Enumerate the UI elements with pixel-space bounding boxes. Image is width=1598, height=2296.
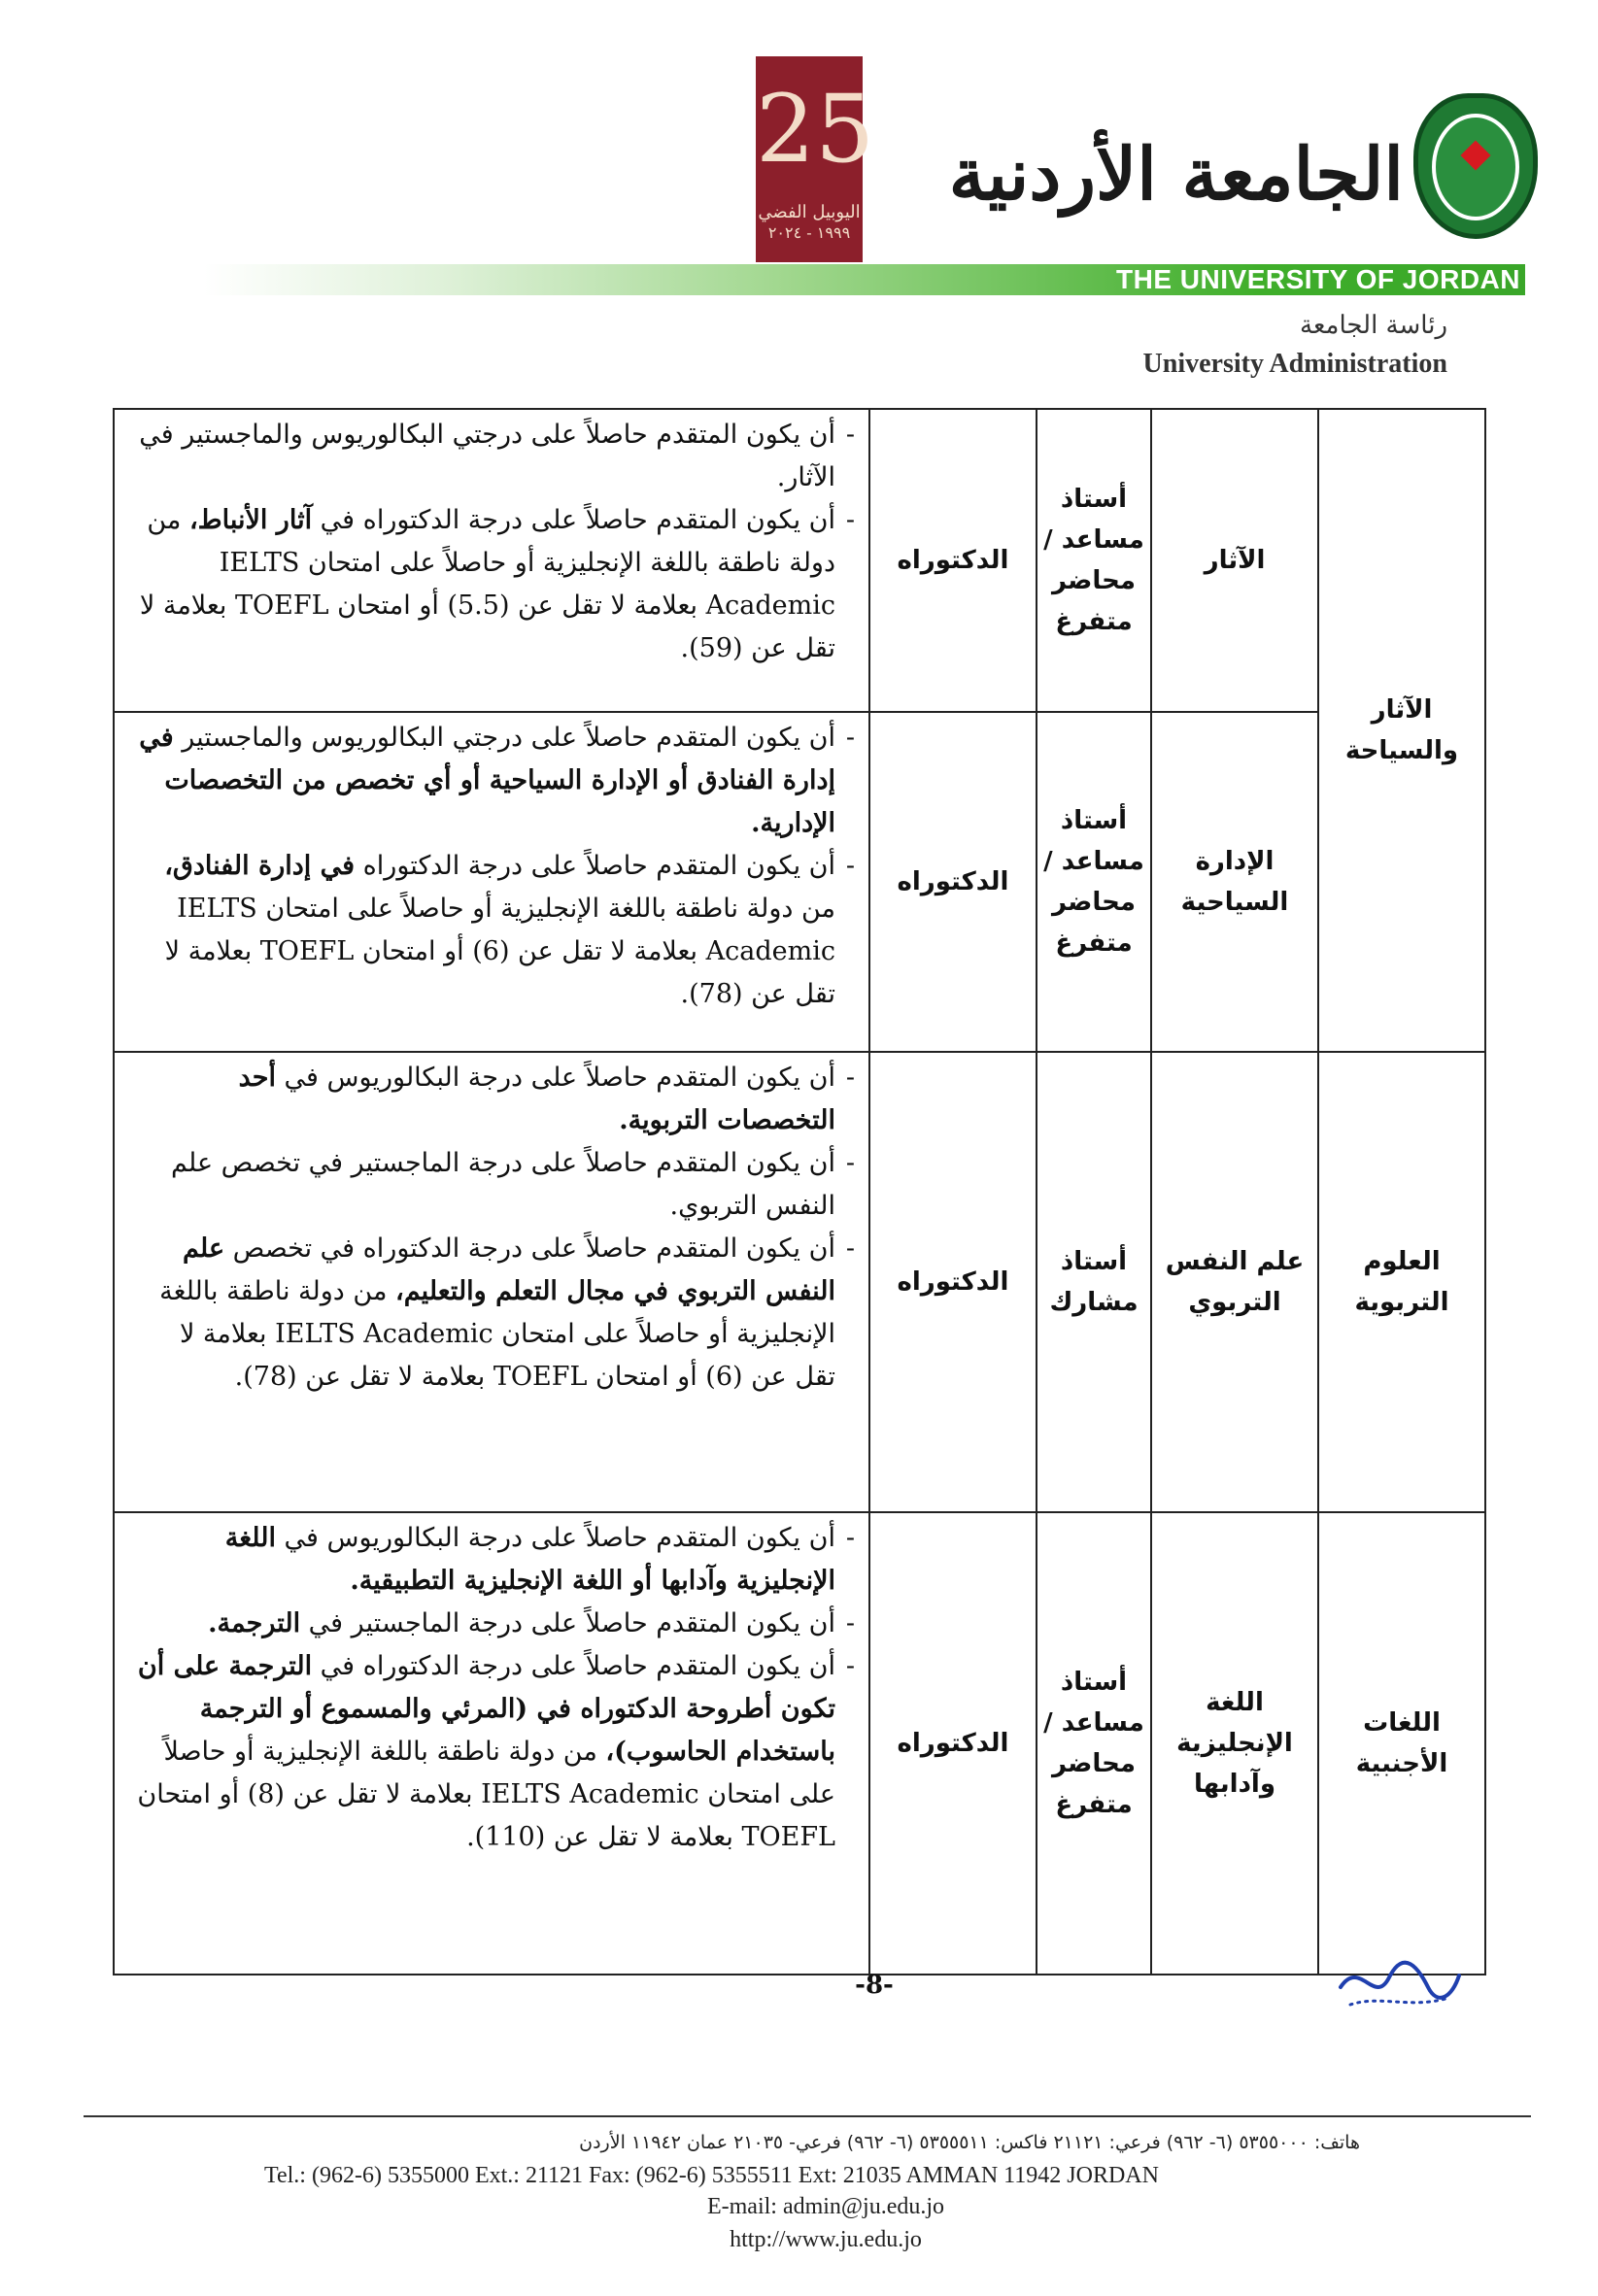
rank-cell: أستاذ مساعد / محاضر متفرغ [1037,712,1151,1052]
requirement-item: - أن يكون المتقدم حاصلاً على درجتي البكالوريوس والماجستير في الآثار. [132,414,855,499]
department-cell: العلوم التربوية [1318,1052,1485,1512]
anniversary-caption: اليوبيل الفضي [758,202,861,222]
requirements-cell [114,1052,869,1512]
requirement-item: - أن يكون المتقدم حاصلاً على درجة الدكتوراه في آثار الأنباط، من دولة ناطقة باللغة الإنجليزية أو حاصلاً على امتحان IELTS Academic بعلامة لا تقل عن (5.5) أو امتحان TOEFL بعلامة لا تقل عن (59). [132,499,855,670]
footer-contact-english: Tel.: (962-6) 5355000 Ext.: 21121 Fax: (962-6) 5355511 Ext: 21035 AMMAN 11942 JORDAN [264,2163,1159,2188]
table-row [114,409,1485,712]
specialization-cell: الآثار [1151,409,1318,712]
page-number: -8- [855,1971,894,2000]
requirement-item: - أن يكون المتقدم حاصلاً على درجة الدكتوراه في تخصص علم النفس التربوي في مجال التعلم والتعليم، من دولة ناطقة باللغة الإنجليزية أو حاصلاً على امتحان IELTS Academic بعلامة لا تقل عن (6) أو امتحان TOEFL بعلامة لا تقل عن (78). [132,1228,855,1399]
anniversary-number: 25 [756,75,875,184]
requirement-item: - أن يكون المتقدم حاصلاً على درجة الدكتوراه في الترجمة على أن تكون أطروحة الدكتوراه في (المرئي والمسموع أو الترجمة باستخدام الحاسوب)، من دولة ناطقة باللغة الإنجليزية أو حاصلاً على امتحان IELTS Academic بعلامة لا تقل عن (8) أو امتحان TOEFL بعلامة لا تقل عن (110). [132,1645,855,1859]
silver-jubilee-logo [756,56,875,262]
requirements-list [132,414,855,670]
requirement-item: - أن يكون المتقدم حاصلاً على درجة البكالوريوس في أحد التخصصات التربوية. [132,1057,855,1142]
table-row [114,1052,1485,1512]
department-cell: اللغات الأجنبية [1318,1512,1485,1975]
specialization-cell: علم النفس التربوي [1151,1052,1318,1512]
degree-cell: الدكتوراه [869,409,1037,712]
footer-divider [84,2115,1531,2117]
university-crest-icon [1413,93,1538,239]
university-name-arabic: الجامعة الأردنية [948,133,1404,217]
administration-english: University Administration [1142,349,1447,379]
footer-email: E-mail: admin@ju.edu.jo [706,2194,945,2219]
requirement-item: - أن يكون المتقدم حاصلاً على درجة البكالوريوس في اللغة الإنجليزية وآدابها أو اللغة الإنجليزية التطبيقية. [132,1517,855,1603]
table-row [114,712,1485,1052]
specialization-cell: اللغة الإنجليزية وآدابها [1151,1512,1318,1975]
footer-website: http://www.ju.edu.jo [730,2227,922,2252]
degree-cell: الدكتوراه [869,1052,1037,1512]
rank-cell: أستاذ مساعد / محاضر متفرغ [1037,409,1151,712]
requirement-item: - أن يكون المتقدم حاصلاً على درجة الماجستير في الترجمة. [132,1603,855,1645]
rank-cell: أستاذ مساعد / محاضر متفرغ [1037,1512,1151,1975]
requirement-item: - أن يكون المتقدم حاصلاً على درجتي البكالوريوس والماجستير في إدارة الفنادق أو الإدارة السياحية أو أي تخصص من التخصصات الإدارية. [132,717,855,845]
requirements-cell [114,1512,869,1975]
table-row [114,1512,1485,1975]
university-name-english: THE UNIVERSITY OF JORDAN [1116,264,1520,294]
rank-cell: أستاذ مشارك [1037,1052,1151,1512]
requirements-list [132,717,855,1016]
administration-arabic: رئاسة الجامعة [1300,311,1447,340]
specialization-cell: الإدارة السياحية [1151,712,1318,1052]
requirement-item: - أن يكون المتقدم حاصلاً على درجة الماجستير في تخصص علم النفس التربوي. [132,1142,855,1228]
signature-icon [1331,1948,1467,2016]
anniversary-years: ١٩٩٩ - ٢٠٢٤ [767,223,851,242]
degree-cell: الدكتوراه [869,712,1037,1052]
degree-cell: الدكتوراه [869,1512,1037,1975]
footer-contact-arabic: هاتف: ٥٣٥٥٠٠٠ (٦- ٩٦٢) فرعي: ٢١١٢١ فاكس: ٥٣٥٥٥١١ (٦- ٩٦٢) فرعي- ٢١٠٣٥ عمان ١١٩٤٢ الأردن [579,2132,1360,2153]
requirements-list [132,1517,855,1859]
requirements-list [132,1057,855,1399]
requirements-cell [114,712,869,1052]
department-cell: الآثار والسياحة [1318,409,1485,1052]
requirements-table [113,408,1486,1975]
requirement-item: - أن يكون المتقدم حاصلاً على درجة الدكتوراه في إدارة الفنادق، من دولة ناطقة باللغة الإنجليزية أو حاصلاً على امتحان IELTS Academic بعلامة لا تقل عن (6) أو امتحان TOEFL بعلامة لا تقل عن (78). [132,845,855,1016]
requirements-cell [114,409,869,712]
